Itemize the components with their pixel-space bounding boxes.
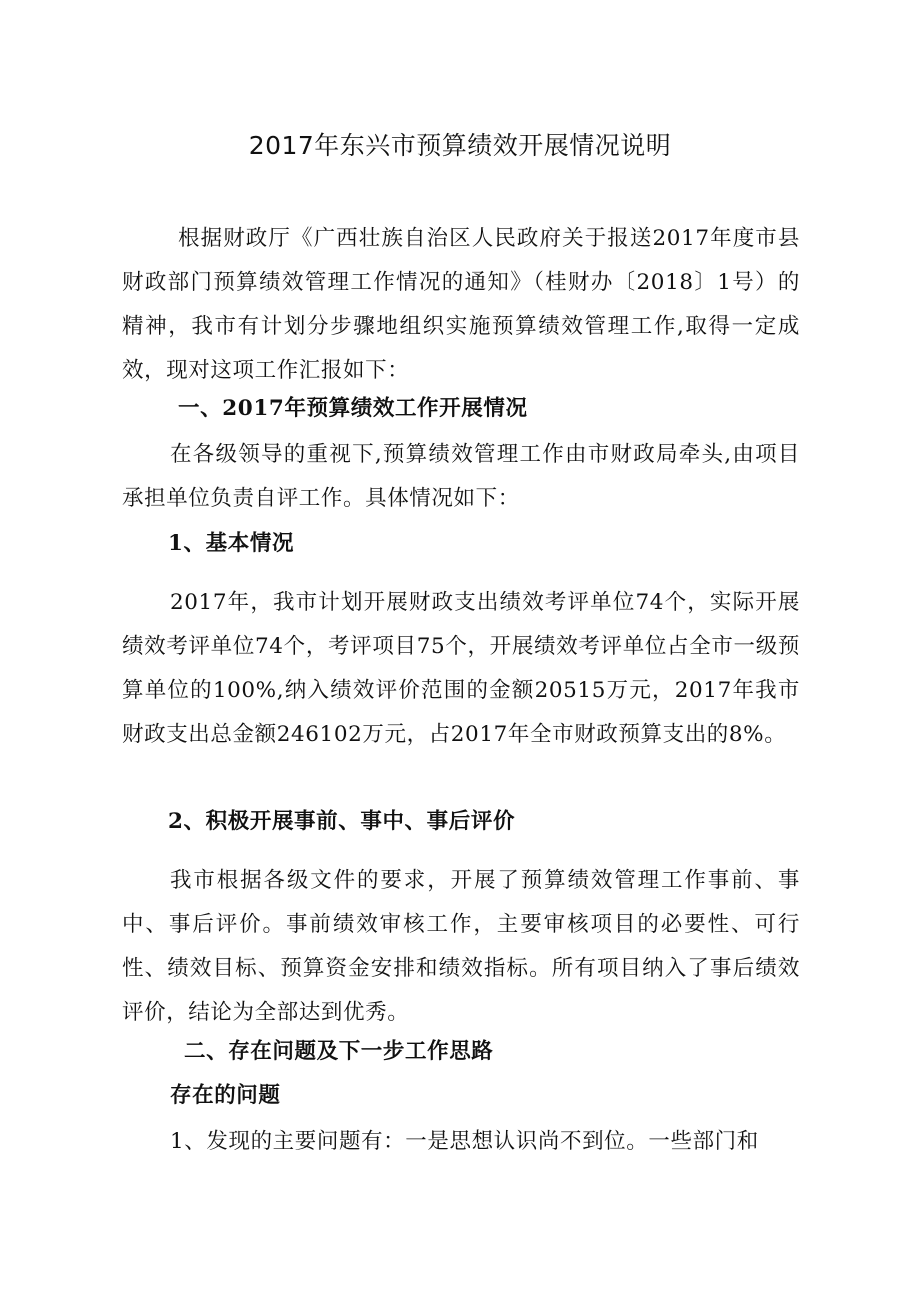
paragraph-basic-situation: 2017年，我市计划开展财政支出绩效考评单位74个，实际开展绩效考评单位74个，考评项目75个，开展绩效考评单位占全市一级预算单位的100%,纳入绩效评价范围的金额20515万元，2017年我市财政支出总金额246102万元，占2017年全市财政预算支出的8%。: [122, 590, 800, 747]
paragraph-evaluation: 我市根据各级文件的要求，开展了预算绩效管理工作事前、事中、事后评价。事前绩效审核工作，主要审核项目的必要性、可行性、绩效目标、预算资金安排和绩效指标。所有项目纳入了事后绩效评价，结论为全部达到优秀。: [122, 868, 800, 1025]
subsection-heading-basic: 1、基本情况: [168, 531, 295, 556]
paragraph-section-1: 在各级领导的重视下,预算绩效管理工作由市财政局牵头,由项目承担单位负责自评工作。具体情况如下：: [122, 442, 800, 511]
subsection-heading-problems: 存在的问题: [170, 1083, 281, 1108]
section-heading-2: 二、存在问题及下一步工作思路: [184, 1039, 494, 1064]
paragraph-intro: 根据财政厅《广西壮族自治区人民政府关于报送2017年度市县财政部门预算绩效管理工作情况的通知》（桂财办〔2018〕1号）的精神，我市有计划分步骤地组织实施预算绩效管理工作,取得一定成效，现对这项工作汇报如下：: [122, 226, 800, 383]
section-heading-1: 一、2017年预算绩效工作开展情况: [178, 396, 528, 421]
paragraph-problems: 1、发现的主要问题有：一是思想认识尚不到位。一些部门和: [170, 1129, 759, 1154]
subsection-heading-evaluation: 2、积极开展事前、事中、事后评价: [168, 809, 516, 834]
document-title: 2017年东兴市预算绩效开展情况说明: [248, 131, 672, 160]
